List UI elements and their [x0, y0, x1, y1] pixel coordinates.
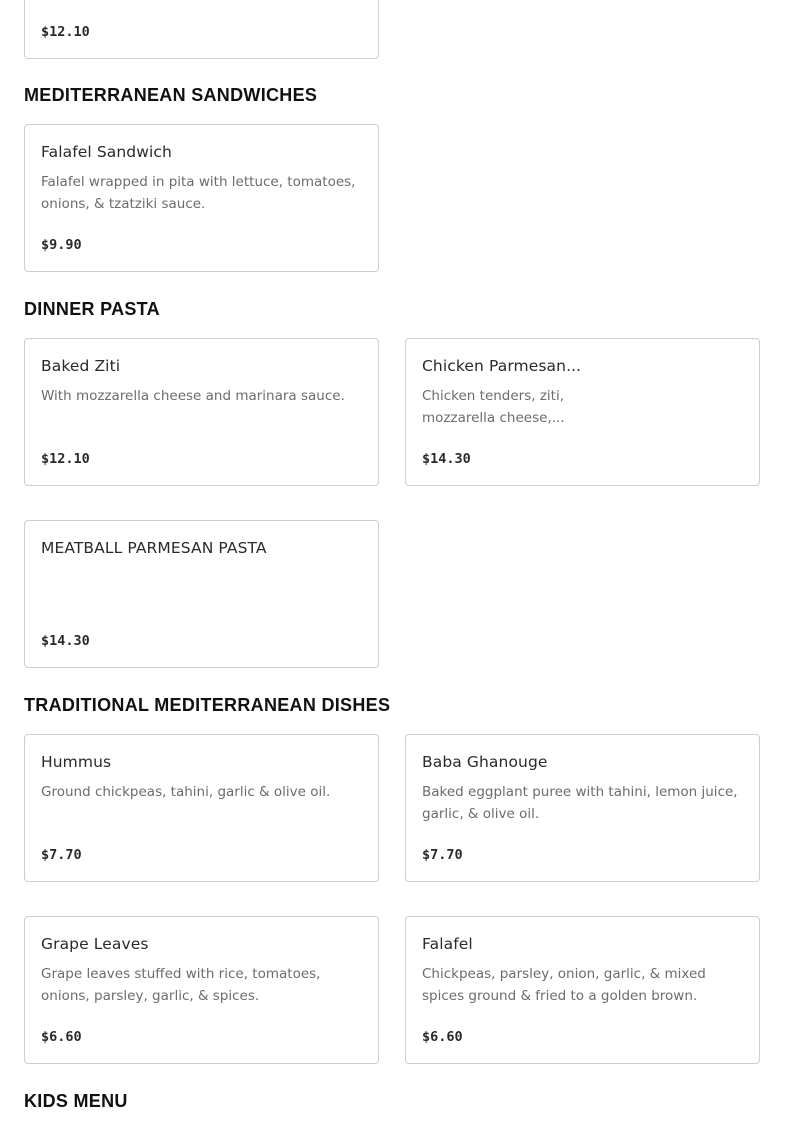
- menu-item-card-hummus[interactable]: [24, 734, 379, 882]
- menu-item-price: $9.90: [41, 237, 82, 253]
- menu-item-name: Falafel Sandwich: [41, 143, 172, 161]
- menu-item-card-falafel[interactable]: [405, 916, 760, 1064]
- section-title-kids-menu: KIDS MENU: [24, 1091, 128, 1111]
- menu-item-price: $6.60: [41, 1029, 82, 1045]
- menu-item-card[interactable]: [24, 0, 379, 59]
- menu-item-name: Baba Ghanouge: [422, 753, 548, 771]
- menu-item-description: With mozzarella cheese and marinara sauce.: [41, 388, 345, 404]
- menu-item-description: Falafel wrapped in pita with lettuce, tomatoes, onions, & tzatziki sauce.: [41, 174, 356, 212]
- menu-item-price: $12.10: [41, 24, 90, 40]
- menu-item-price: $7.70: [422, 847, 463, 863]
- menu-item-price: $14.30: [422, 451, 471, 467]
- menu-item-description: Grape leaves stuffed with rice, tomatoes, onions, parsley, garlic, & spices.: [41, 966, 321, 1004]
- menu-item-name: Chicken Parmesan...: [422, 357, 582, 375]
- section-title-dinner-pasta: DINNER PASTA: [24, 299, 160, 319]
- menu-item-description: Chickpeas, parsley, onion, garlic, & mixed spices ground & fried to a golden brown.: [422, 966, 706, 1004]
- menu-item-price: $12.10: [41, 451, 90, 467]
- menu-item-price: $14.30: [41, 633, 90, 649]
- menu-item-name: MEATBALL PARMESAN PASTA: [41, 539, 267, 557]
- menu-item-card-chicken-parmesan[interactable]: [405, 338, 760, 486]
- menu-item-description: Chicken tenders, ziti, mozzarella cheese,...: [422, 388, 565, 426]
- menu-item-card-baba-ghanouge[interactable]: [405, 734, 760, 882]
- menu-item-name: Grape Leaves: [41, 935, 149, 953]
- menu-item-card-falafel-sandwich[interactable]: [24, 124, 379, 272]
- section-title-mediterranean-sandwiches: MEDITERRANEAN SANDWICHES: [24, 85, 318, 105]
- menu-item-card-baked-ziti[interactable]: [24, 338, 379, 486]
- menu-item-description: Baked eggplant puree with tahini, lemon juice, garlic, & olive oil.: [422, 784, 738, 822]
- menu-item-price: $7.70: [41, 847, 82, 863]
- menu-item-card-meatball-parmesan-pasta[interactable]: [24, 520, 379, 668]
- menu-item-description: Ground chickpeas, tahini, garlic & olive oil.: [41, 784, 331, 800]
- menu-item-name: Baked Ziti: [41, 357, 121, 375]
- menu-item-name: Hummus: [41, 753, 112, 771]
- menu-item-name: Falafel: [422, 935, 473, 953]
- menu-item-card-grape-leaves[interactable]: [24, 916, 379, 1064]
- menu-item-price: $6.60: [422, 1029, 463, 1045]
- section-title-traditional-mediterranean-dishes: TRADITIONAL MEDITERRANEAN DISHES: [24, 695, 391, 715]
